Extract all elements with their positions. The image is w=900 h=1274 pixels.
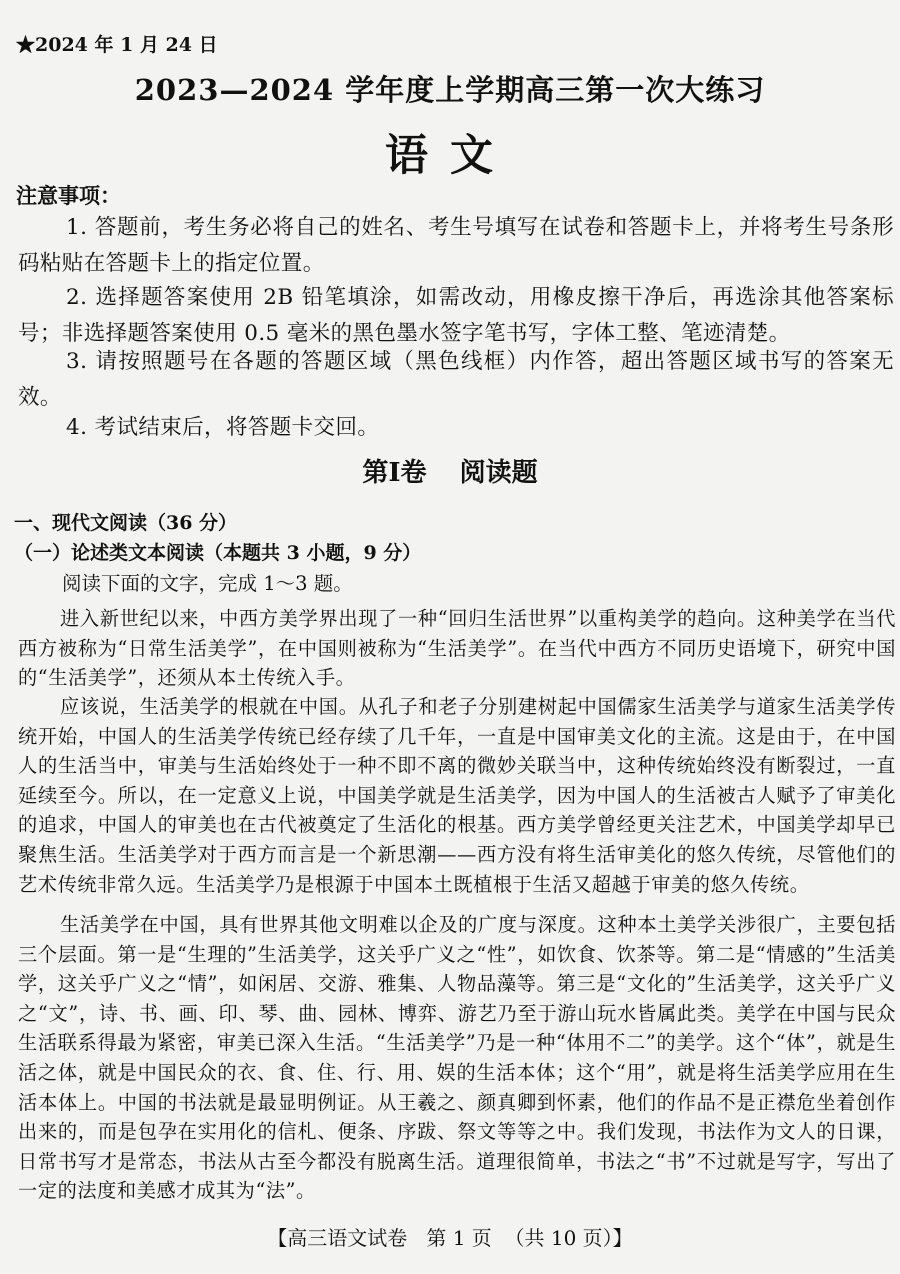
part-heading: 一、现代文阅读（36 分） [14, 512, 238, 534]
section-title: 第I卷 阅读题 [362, 458, 538, 488]
reading-instruction: 阅读下面的文字，完成 1～3 题。 [62, 572, 353, 595]
notice-item: 1. 答题前，考生务必将自己的姓名、考生号填写在试卷和答题卡上，并将考生号条形码粘贴在答题卡上的指定位置。 [18, 215, 894, 276]
subject-title: 语文 [385, 131, 515, 181]
page-footer: 【高三语文试卷 第 1 页 （共 10 页）】 [267, 1226, 633, 1250]
passage-paragraph: 应该说，生活美学的根就在中国。从孔子和老子分别建树起中国儒家生活美学与道家生活美学传统开始，中国人的生活美学传统已经存续了几千年，一直是中国审美文化的主流。这是由于，在中国人的生活当中，审美与生活始终处于一种不即不离的微妙关联当中，这种传统始终没有断裂过，一直延续至今。所以，在一定意义上说，中国美学就是生活美学，因为中国人的生活被古人赋予了审美化的追求，中国人的审美也在古代被奠定了生活化的根基。西方美学曾经更关注艺术，中国美学却早已聚焦生活。生活美学对于西方而言是一个新思潮——西方没有将生活审美化的悠久传统，尽管他们的艺术传统非常久远。生活美学乃是根源于中国本土既植根于生活又超越于审美的悠久传统。 [18, 695, 896, 896]
notice-item: 4. 考试结束后，将答题卡交回。 [66, 415, 380, 440]
notice-heading: 注意事项： [16, 183, 121, 208]
exam-title: 2023—2024 学年度上学期高三第一次大练习 [134, 73, 766, 107]
exam-date: ★2024 年 1 月 24 日 [16, 34, 218, 56]
notice-item: 3. 请按照题号在各题的答题区域（黑色线框）内作答，超出答题区域书写的答案无效。 [18, 349, 894, 410]
passage-paragraph: 生活美学在中国，具有世界其他文明难以企及的广度与深度。这种本土美学关涉很广，主要包括三个层面。第一是“生理的”生活美学，这关乎广义之“性”，如饮食、饮茶等。第二是“情感的”生活美学，这关乎广义之“情”，如闲居、交游、雅集、人物品藻等。第三是“文化的”生活美学，这关乎广义之“文”，诗、书、画、印、琴、曲、园林、博弈、游艺乃至于游山玩水皆属此类。美学在中国与民众生活联系得最为紧密，审美已深入生活。“生活美学”乃是一种“体用不二”的美学。这个“体”，就是生活之体，就是中国民众的衣、食、住、行、用、娱的生活本体；这个“用”，就是将生活美学应用在生活本体上。中国的书法就是最显明例证。从王羲之、颜真卿到怀素，他们的作品不是正襟危坐着创作出来的，而是包孕在实用化的信札、便条、序跋、祭文等等之中。我们发现，书法作为文人的日课，日常书写才是常态，书法从古至今都没有脱离生活。道理很简单，书法之“书”不过就是写字，写出了一定的法度和美感才成其为“法”。 [18, 913, 896, 1203]
notice-item: 2. 选择题答案使用 2B 铅笔填涂，如需改动，用橡皮擦干净后，再选涂其他答案标号；非选择题答案使用 0.5 毫米的黑色墨水签字笔书写，字体工整、笔迹清楚。 [18, 285, 894, 346]
subpart-heading: （一）论述类文本阅读（本题共 3 小题，9 分） [14, 542, 422, 564]
passage-paragraph: 进入新世纪以来，中西方美学界出现了一种“回归生活世界”以重构美学的趋向。这种美学在当代西方被称为“日常生活美学”，在中国则被称为“生活美学”。在当代中西方不同历史语境下，研究中国的“生活美学”，还须从本土传统入手。 [18, 607, 896, 690]
